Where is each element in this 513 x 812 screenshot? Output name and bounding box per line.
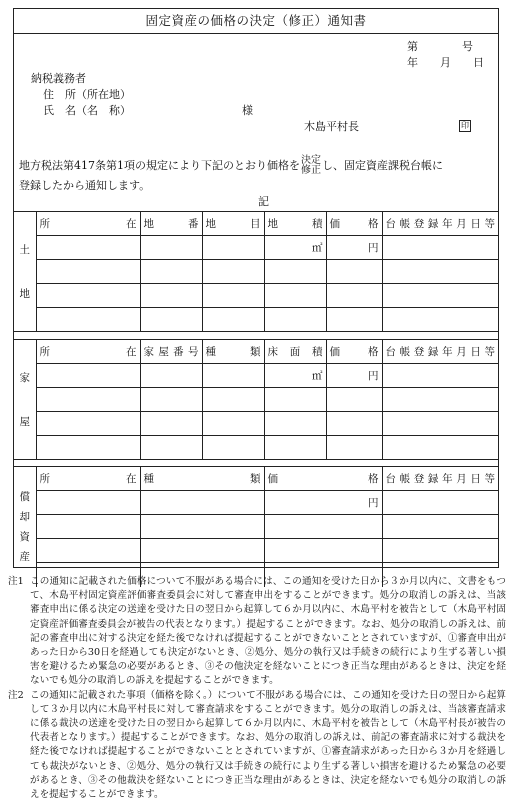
depreciable-side-label: 償 却 資 産 [14, 467, 36, 587]
table-row [14, 308, 498, 332]
table-row [14, 436, 498, 460]
issuer-name: 木島平村長 [304, 120, 359, 133]
table-row [14, 388, 498, 412]
price-unit: 円 [326, 364, 382, 388]
header-lot-number: 地 番 [140, 212, 202, 236]
land-side-label: 土 地 [14, 212, 36, 332]
notes-section [8, 575, 506, 802]
header-area: 地 積 [264, 212, 326, 236]
document-number: 第 号 [407, 40, 473, 53]
header-type: 種 類 [140, 467, 264, 491]
table-row [14, 260, 498, 284]
note-text: この通知に記載された事項（価格を除く。）について不服がある場合には、この通知を受けた日の翌日から起算して３か月以内に木島平村長に対して審査請求をすることができます。処分の取消しの訴えは、当該審査請求に係る裁決の送達を受けた日の翌日から起算して６か月以内に、木島平村を被告として（木島平村長が被告の代表者となります。）提起することができます。なお、処分の取消しの訴えは、前記の審査請求に対する裁決を経た後でなければ提起することができないこととされていますが、①審査請求があった日から３か月を経過しても裁決がないとき、②処分、処分の執行又は手続きの続行により生ずる著しい損害を避けるため緊急の必要があるとき、③その他裁決を経ないことにつき正当な理由があるときは、決定を経ないでも処分の取消しの訴えを提起することができます。 [30, 689, 506, 801]
price-unit: 円 [326, 236, 382, 260]
header-location: 所 在 [36, 212, 140, 236]
header-land-category: 地 目 [202, 212, 264, 236]
table-row [14, 491, 498, 515]
header-price: 価 格 [326, 212, 382, 236]
ki-label: 記 [258, 195, 269, 208]
honorific: 様 [242, 104, 253, 117]
taxpayer-label: 納税義務者 [31, 72, 86, 85]
table-header-row [14, 340, 498, 364]
note-item [8, 575, 506, 689]
depreciable-assets-table [14, 466, 498, 587]
header-price: 価 格 [264, 467, 382, 491]
price-unit: 円 [264, 491, 382, 515]
table-row [14, 515, 498, 539]
house-table [14, 339, 498, 460]
name-label: 氏 名（名 称） [43, 104, 131, 117]
body-text-line1: 地方税法第417条第1項の規定により下記のとおり価格を 決定 修正 し、固定資産課税台帳に [19, 155, 443, 176]
address-label: 住 所（所在地） [43, 88, 131, 101]
note-label: 注1 [8, 576, 24, 587]
note-label: 注2 [8, 689, 24, 701]
header-floor-area: 床面積 [264, 340, 326, 364]
header-location: 所 在 [36, 340, 140, 364]
note-text: この通知に記載された価格について不服がある場合には、この通知を受けた日から３か月以内に、文書をもつて、木島平村固定資産評価審査委員会に対して審査申出をすることができます。処分の取消しの訴えは、当該審査申出に係る決定の送達を受けた日の翌日から起算して６か月以内に、木島平村を被告として（木島平村固定資産評価審査委員会が被告の代表となります。）提起することができます。なお、処分の取消しの訴えは、前記の審査申出に対する決定を経た後でなければ提起することができないこととされていますが、①審査申出があった日から30日を経過しても決定がないとき、②処分、処分の執行又は手続きの続行により生ずる著しい損害を避けるため緊急の必要があるとき、③その他決定を経ないことにつき正当な理由があるときは、決定を経ないでも処分の取消しの訴えを提起することができます。 [30, 576, 506, 687]
notice-form [13, 8, 499, 568]
header-registration-date: 台帳登録年月日等 [382, 467, 498, 491]
header-type: 種 類 [202, 340, 264, 364]
table-header-row [14, 212, 498, 236]
header-house-number: 家屋番号 [140, 340, 202, 364]
house-side-label: 家 屋 [14, 340, 36, 460]
table-row [14, 539, 498, 563]
land-table [14, 211, 498, 332]
area-unit: ㎡ [264, 364, 326, 388]
table-row [14, 284, 498, 308]
table-row [14, 412, 498, 436]
table-row [14, 364, 498, 388]
note-item [8, 689, 506, 803]
body-text-line2: 登録したから通知します。 [19, 179, 151, 192]
document-title: 固定資産の価格の決定（修正）通知書 [14, 9, 498, 34]
area-unit: ㎡ [264, 236, 326, 260]
table-row [14, 236, 498, 260]
header-location: 所 在 [36, 467, 140, 491]
header-registration-date: 台帳登録年月日等 [382, 212, 498, 236]
header-price: 価 格 [326, 340, 382, 364]
document-date: 年 月 日 [407, 56, 484, 69]
official-seal: 印 [461, 121, 469, 130]
table-header-row [14, 467, 498, 491]
header-registration-date: 台帳登録年月日等 [382, 340, 498, 364]
